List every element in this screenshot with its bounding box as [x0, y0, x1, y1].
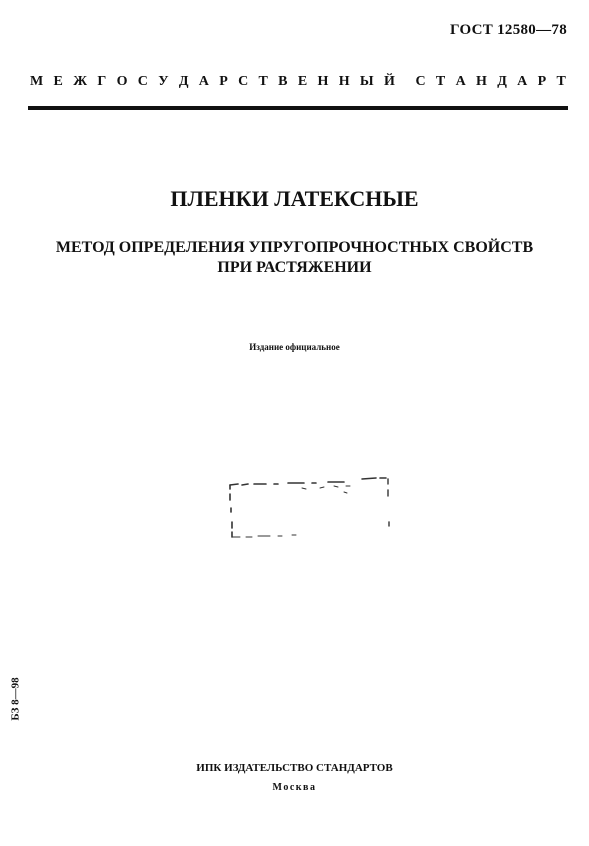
header-letter: У — [158, 74, 169, 89]
header-letter: Ы — [359, 74, 374, 89]
header-letter: Т — [435, 74, 446, 89]
header-letter: Т — [556, 74, 566, 89]
header-letter: Й — [383, 74, 395, 89]
header-letter: М — [30, 74, 44, 89]
document-title: ПЛЕНКИ ЛАТЕКСНЫЕ — [170, 186, 419, 211]
document-subtitle — [40, 238, 549, 278]
standard-type-header — [30, 74, 566, 90]
header-letter: С — [238, 74, 249, 89]
header-letter: О — [116, 74, 128, 89]
subtitle-line-2: ПРИ РАСТЯЖЕНИИ — [217, 259, 372, 276]
header-letter: А — [198, 74, 209, 89]
subtitle-line-1: МЕТОД ОПРЕДЕЛЕНИЯ УПРУГОПРОЧНОСТНЫХ СВОЙСТВ — [55, 239, 534, 256]
header-letter: Е — [53, 74, 63, 89]
side-code-text: БЗ 8—98 — [10, 677, 22, 721]
header-letter: Ж — [73, 74, 88, 89]
header-letter: Н — [317, 74, 329, 89]
publisher-name: ИПК ИЗДАТЕЛЬСТВО СТАНДАРТОВ — [196, 762, 393, 774]
header-letter: Р — [537, 74, 547, 89]
header-letter: С — [415, 74, 426, 89]
stamp-mark — [226, 470, 394, 540]
header-letter: Р — [219, 74, 228, 89]
edition-label: Издание официальное — [249, 342, 340, 352]
header-letter: Н — [338, 74, 350, 89]
publisher-city: Москва — [272, 782, 317, 793]
side-code — [9, 676, 23, 722]
header-letter: Г — [97, 74, 107, 89]
header-letter: А — [517, 74, 528, 89]
header-letter: Д — [497, 74, 507, 89]
header-letter: Т — [258, 74, 268, 89]
header-rule — [28, 106, 568, 110]
header-letter: Н — [476, 74, 487, 89]
header-letter: А — [455, 74, 466, 89]
gost-number: ГОСТ 12580—78 — [449, 22, 567, 38]
header-letter: Д — [178, 74, 189, 89]
header-letter: В — [278, 74, 288, 89]
header-letter: Е — [297, 74, 308, 89]
header-letter: С — [137, 74, 148, 89]
